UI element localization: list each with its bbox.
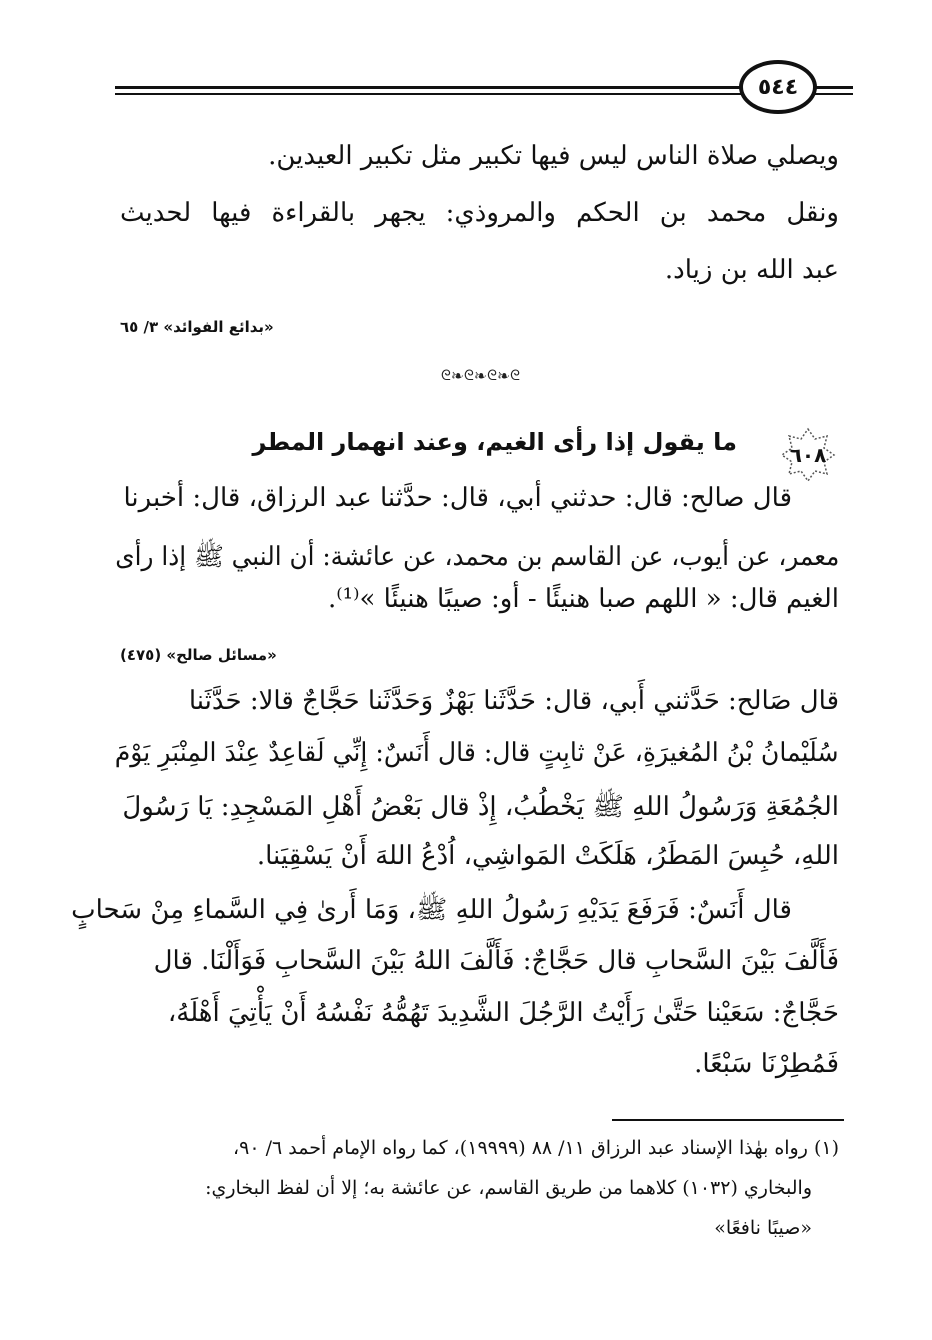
para2-line-2: سُلَيْمانُ بْنُ المُغيرَةِ، عَنْ ثابِتٍ قال: قال أَنَسٌ: إِنِّي لَقاعِدٌ عِنْدَ المِنْبَرِ يَوْمَ (115, 738, 839, 768)
header-rule-thin (115, 93, 743, 95)
chapter-title: ما يقول إذا رأى الغيم، وعند انهمار المطر (252, 428, 737, 456)
footnote-line-3: «صيبًا نافعًا» (714, 1217, 812, 1239)
para1-line-1: قال صالح: قال: حدثني أبي، قال: حدَّثنا عبد الرزاق، قال: أخبرنا (123, 483, 792, 513)
para3-line-4: فَمُطِرْنَا سَبْعًا. (694, 1049, 839, 1079)
para1-line-3: الغيم قال: « اللهم صبا هنيئًا - أو: صيبًا هنيئًا »⁽¹⁾. (327, 584, 839, 614)
intro-line-1: ويصلي صلاة الناس ليس فيها تكبير مثل تكبير العيدين. (268, 141, 839, 171)
para1-line-2: معمر، عن أيوب، عن القاسم بن محمد، عن عائشة: أن النبي ﷺ إذا رأى (114, 542, 839, 572)
para2-line-3: الجُمُعَةِ وَرَسُولُ اللهِ ﷺ يَخْطُبُ، إِذْ قال بَعْضُ أَهْلِ المَسْجِدِ: يَا رَسُولَ (122, 792, 839, 822)
footnote-rule (612, 1119, 844, 1121)
para3-line-1: قال أَنَسٌ: فَرَفَعَ يَدَيْهِ رَسُولُ اللهِ ﷺ، وَمَا أَرىٰ فِي السَّماءِ مِنْ سَحابٍ (71, 895, 792, 925)
para2-line-1: قال صَالح: حَدَّثني أَبي، قال: حَدَّثَنا بَهْزٌ وَحَدَّثَنا حَجَّاجٌ قالا: حَدَّثَنا (188, 686, 839, 716)
para2-line-4: اللهِ، حُبِسَ المَطَرُ، هَلَكَتْ المَواشِي، اُدْعُ اللهَ أَنْ يَسْقِيَنا. (256, 841, 839, 871)
footnote-line-1: (١) رواه بهٰذا الإسناد عبد الرزاق ١١/ ٨٨ (١٩٩٩٩)، كما رواه الإمام أحمد ٦/ ٩٠، (233, 1137, 839, 1159)
chapter-number-badge (778, 425, 838, 485)
section-divider-ornament: ᘓ❧ᘓ❧ᘓ❧ᘓ (440, 368, 522, 384)
para3-line-2: فَأَلَّفَ بَيْنَ السَّحابِ قال حَجَّاجٌ: فَأَلَّفَ اللهُ بَيْنَ السَّحابِ فَوَأَلْنَا. قال (153, 946, 839, 976)
intro-line-2: ونقل محمد بن الحكم والمروذي: يجهر بالقراءة فيها لحديث (120, 198, 839, 228)
header-rule-right-thin (813, 93, 853, 95)
page-number: ٥٤٤ (739, 60, 817, 114)
header-rule-right (813, 86, 853, 89)
para3-line-3: حَجَّاجٌ: سَعَيْنا حَتَّىٰ رَأَيْتُ الرَّجُلَ الشَّدِيدَ تَهُمُّهُ نَفْسُهُ أَنْ يَأْتِيَ أَهْلَهُ، (167, 998, 839, 1028)
intro-line-3: عبد الله بن زياد. (664, 255, 839, 285)
header-rule-thick (115, 86, 743, 89)
chapter-number: ٦٠٨ (789, 443, 827, 467)
intro-source: «بدائع الفوائد» ٣/ ٦٥ (120, 318, 274, 336)
para1-source: «مسائل صالح» (٤٧٥) (120, 646, 277, 664)
footnote-line-2: والبخاري (١٠٣٢) كلاهما من طريق القاسم، عن عائشة به؛ إلا أن لفظ البخاري: (205, 1177, 812, 1199)
